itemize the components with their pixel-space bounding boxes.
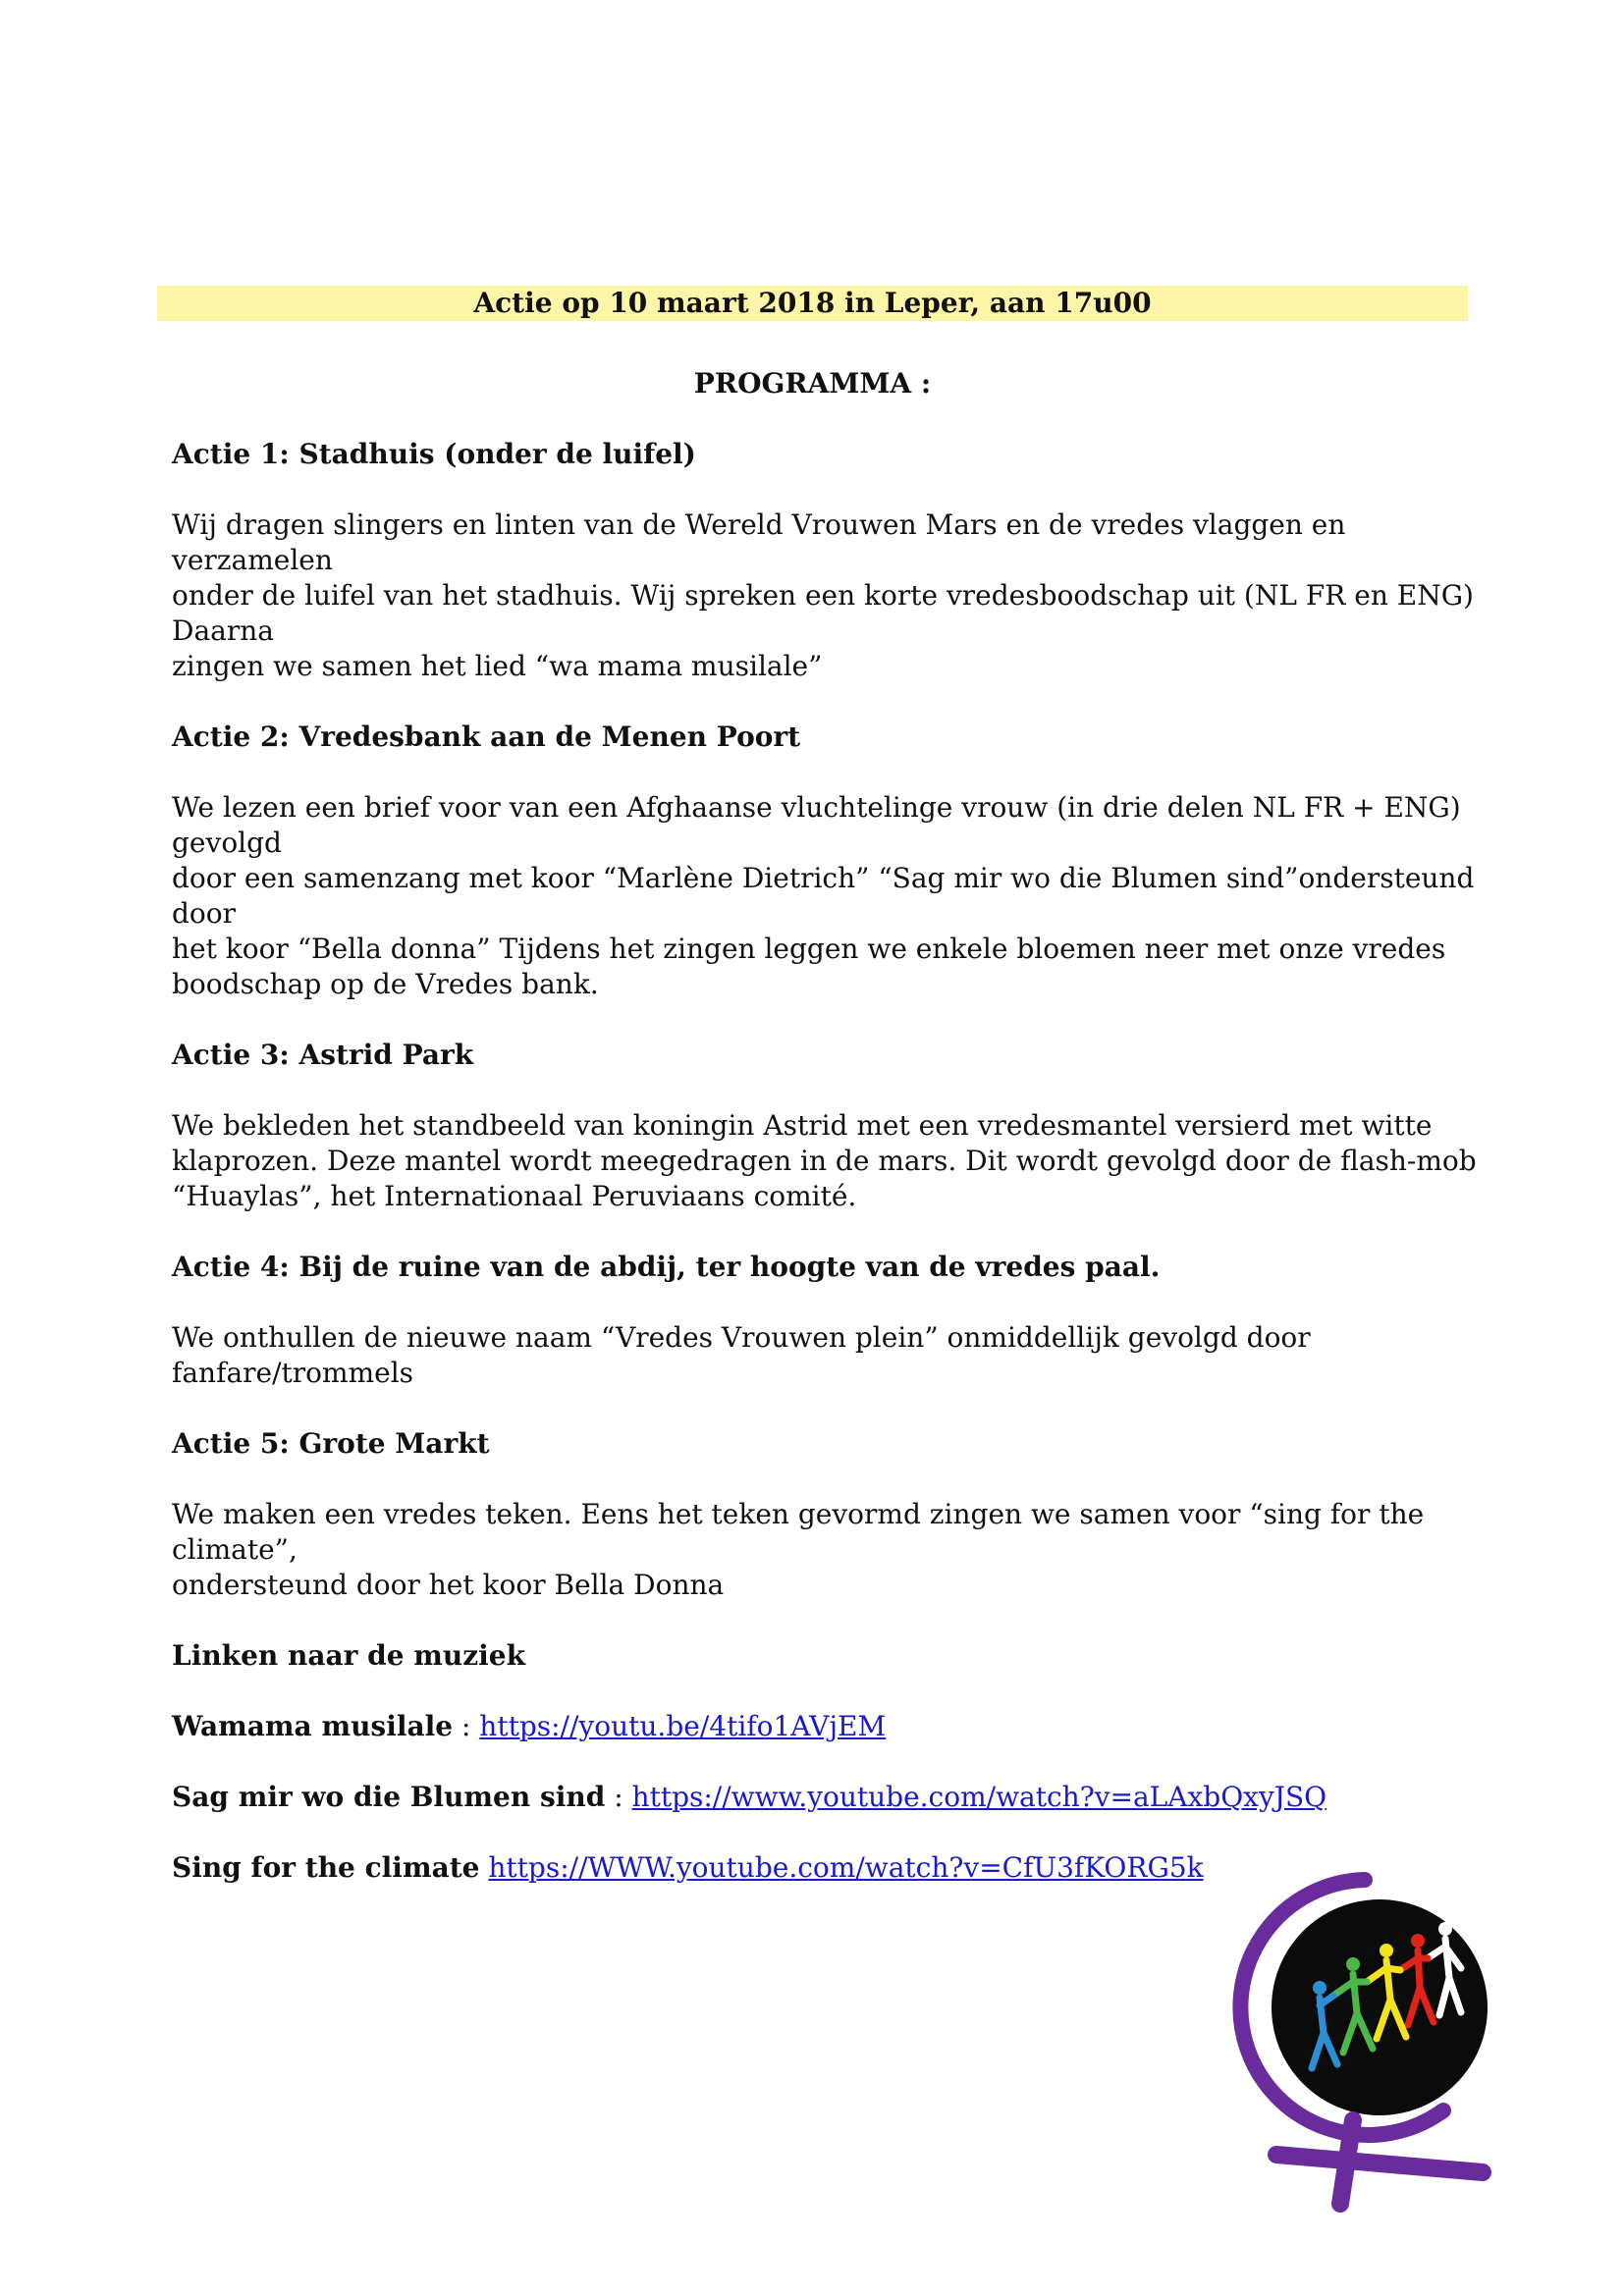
music-link-item bbox=[172, 1709, 1478, 1744]
music-link-url[interactable]: https://youtu.be/4tifo1AVjEM bbox=[479, 1710, 887, 1742]
music-link-label: Wamama musilale bbox=[172, 1710, 454, 1742]
action-3-heading: Actie 3: Astrid Park bbox=[172, 1039, 474, 1071]
world-march-of-women-logo-icon bbox=[1218, 1860, 1502, 2214]
action-5-heading: Actie 5: Grote Markt bbox=[172, 1427, 490, 1460]
music-link-separator: : bbox=[605, 1781, 632, 1813]
action-1-heading: Actie 1: Stadhuis (onder de luifel) bbox=[172, 438, 696, 470]
logo-crossbar-icon bbox=[1276, 2155, 1483, 2172]
action-5-text: We maken een vredes teken. Eens het teken gevormd zingen we samen voor “sing for the climate”, ondersteund door het koor Bella Donna bbox=[172, 1498, 1425, 1601]
event-title: Actie op 10 maart 2018 in Leper, aan 17u00 bbox=[473, 287, 1152, 319]
action-2-text: We lezen een brief voor van een Afghaanse vluchtelinge vrouw (in drie delen NL FR + ENG) gevolgd door een samenzang met koor “Marlène Dietrich” “Sag mir wo die Blumen sind”ondersteund door het koor “Bella donna” Tijdens het zingen leggen we enkele bloemen neer met onze vredes boodschap op de Vredes bank. bbox=[172, 791, 1475, 1000]
program-content bbox=[172, 437, 1478, 1921]
action-3-text: We bekleden het standbeeld van koningin Astrid met een vredesmantel versierd met witte klaprozen. Deze mantel wordt meegedragen in de mars. Dit wordt gevolgd door de flash-mob “Huaylas”, het Internationaal Peruviaans comité. bbox=[172, 1109, 1477, 1212]
music-link-separator: : bbox=[453, 1710, 480, 1742]
music-link-item bbox=[172, 1780, 1478, 1815]
music-link-label: Sag mir wo die Blumen sind bbox=[172, 1781, 606, 1813]
action-1-text: Wij dragen slingers en linten van de Wereld Vrouwen Mars en de vredes vlaggen en verzamelen onder de luifel van het stadhuis. Wij spreken een korte vredesboodschap uit (NL FR en ENG) Daarna zingen we samen het lied “wa mama musilale” bbox=[172, 508, 1474, 682]
action-4-text: We onthullen de nieuwe naam “Vredes Vrouwen plein” onmiddellijk gevolgd door fanfare/trommels bbox=[172, 1321, 1311, 1389]
music-link-url[interactable]: https://www.youtube.com/watch?v=aLAxbQxyJSQ bbox=[631, 1781, 1327, 1813]
music-link-url[interactable]: https://WWW.youtube.com/watch?v=CfU3fKORG5k bbox=[488, 1851, 1204, 1884]
music-link-label: Sing for the climate bbox=[172, 1851, 480, 1884]
action-2-heading: Actie 2: Vredesbank aan de Menen Poort bbox=[172, 721, 801, 753]
logo-globe-icon bbox=[1272, 1899, 1488, 2115]
event-title-band bbox=[157, 286, 1468, 321]
action-4-heading: Actie 4: Bij de ruine van de abdij, ter hoogte van de vredes paal. bbox=[172, 1251, 1161, 1283]
program-title: PROGRAMMA : bbox=[693, 367, 932, 400]
music-links-heading: Linken naar de muziek bbox=[172, 1639, 526, 1672]
